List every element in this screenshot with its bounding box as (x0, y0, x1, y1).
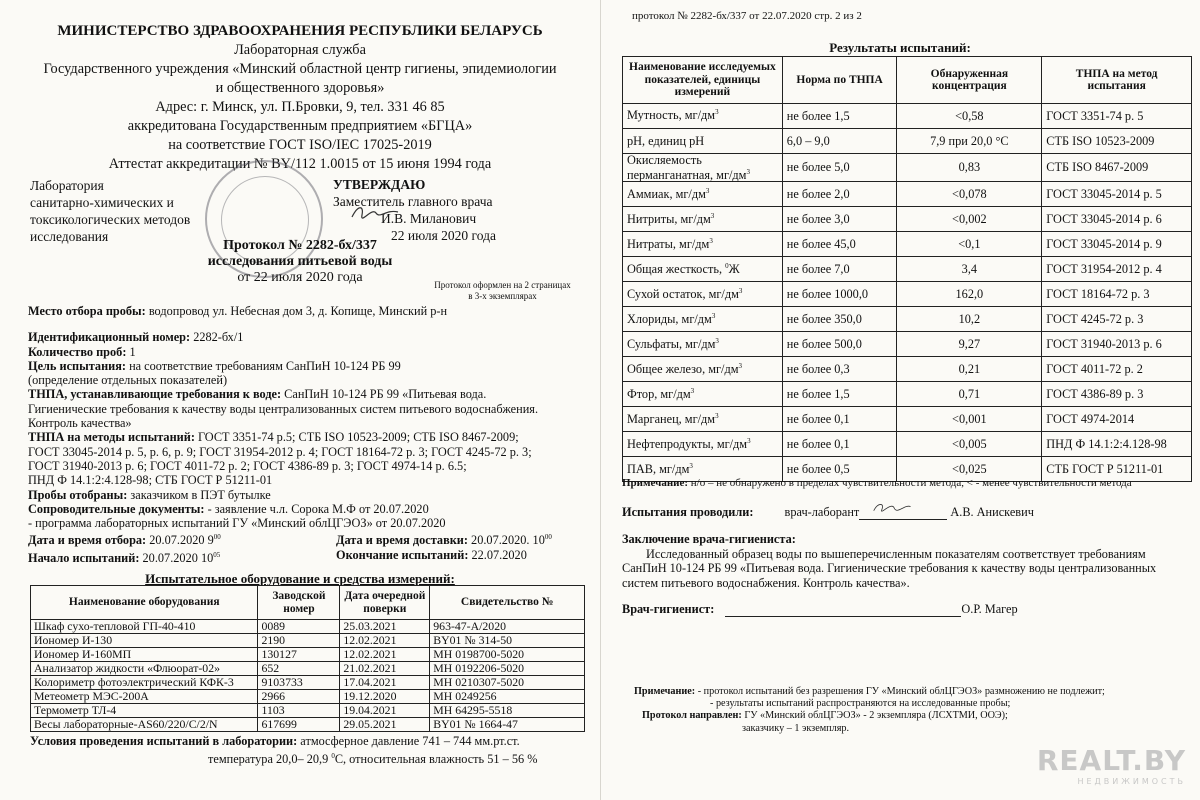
result-method: ГОСТ 4974-2014 (1042, 407, 1192, 432)
signature-line (859, 508, 947, 520)
result-method: СТБ ГОСТ Р 51211-01 (1042, 457, 1192, 482)
equipment-serial: 2190 (258, 634, 340, 648)
taken-value: заказчиком в ПЭТ бутылке (127, 487, 271, 502)
watermark-main: REALT.BY (1036, 744, 1186, 777)
result-norm: не более 1,5 (782, 382, 897, 407)
conclusion-block (622, 532, 1187, 590)
result-method: ГОСТ 3351-74 р. 5 (1042, 104, 1192, 129)
taken-label: Пробы отобраны: (28, 487, 128, 502)
result-found: <0,1 (897, 232, 1042, 257)
approval-date: 22 июля 2020 года (391, 228, 496, 243)
result-norm: не более 0,1 (782, 432, 897, 457)
lab-line: санитарно-химических и (30, 195, 174, 210)
result-method: СТБ ISO 10523-2009 (1042, 129, 1192, 154)
docs-line2: - программа лабораторных испытаний ГУ «Минский облЦГЭОЗ» от 20.07.2020 (28, 516, 446, 531)
result-norm: не более 350,0 (782, 307, 897, 332)
result-indicator (623, 307, 783, 332)
table-row (31, 704, 585, 718)
unit-superscript: 3 (711, 311, 716, 320)
docs-label: Сопроводительные документы: (28, 501, 205, 516)
equipment-col-verify: Дата очередной поверки (340, 586, 430, 620)
result-norm: не более 45,0 (782, 232, 897, 257)
equipment-cert: МН 0192206-5020 (430, 662, 585, 676)
signature-line (725, 605, 961, 617)
unit-superscript: 3 (746, 168, 750, 176)
equipment-serial: 652 (258, 662, 340, 676)
result-found: 162,0 (897, 282, 1042, 307)
result-indicator (623, 332, 783, 357)
table-row (31, 634, 585, 648)
unit-superscript: 3 (689, 461, 693, 470)
conclusion-line1: Исследованный образец воды по вышеперечисленным показателям соответствует требованиям (646, 546, 1146, 561)
approval-name: И.В. Миланович (381, 211, 477, 226)
unit-superscript: 3 (690, 386, 695, 395)
results-col-method: ТНПА на метод испытания (1042, 57, 1192, 104)
equipment-cert: BY01 № 1664-47 (430, 718, 585, 732)
table-row (623, 129, 1192, 154)
result-found: <0,58 (897, 104, 1042, 129)
indicator-name: Общая жесткость, (627, 261, 726, 276)
result-method: ГОСТ 4386-89 р. 3 (1042, 382, 1192, 407)
indicator-name: Нитраты, мг/дм (627, 236, 710, 251)
conclusion-label: Заключение врача-гигиениста: (622, 532, 796, 546)
equipment-serial: 2966 (258, 690, 340, 704)
table-row (623, 307, 1192, 332)
tnpa-label: ТНПА, устанавливающие требования к воде: (28, 387, 282, 402)
unit-superscript: 3 (705, 186, 710, 195)
conclusion-line2: СанПиН 10-124 РБ 99 «Питьевая вода. Гигиенические требования к качеству воды централизованных (622, 561, 1157, 576)
equipment-col-name: Наименование оборудования (31, 586, 258, 620)
note-text: н/о – не обнаружено в пределах чувствительности метода, < - менее чувствительности метода (688, 477, 1132, 489)
note2-line1: - протокол испытаний без разрешения ГУ «Минский облЦГЭОЗ» размножению не подлежит; (695, 686, 1105, 697)
equipment-table (30, 585, 585, 732)
result-found: 10,2 (897, 307, 1042, 332)
conducted-by (622, 505, 1192, 520)
page2-header: протокол № 2282-бх/337 от 22.07.2020 стр. 2 из 2 (632, 10, 862, 22)
sampled-value: 20.07.2020 9 (146, 533, 214, 548)
indicator-name: Окисляемость перманганатная, мг/дм (627, 153, 747, 183)
goal-note: (определение отдельных показателей) (28, 373, 228, 388)
equipment-verify-date: 29.05.2021 (340, 718, 430, 732)
result-norm: не более 3,0 (782, 207, 897, 232)
equipment-header-row (31, 586, 585, 620)
result-found: 0,83 (897, 154, 1042, 182)
indicator-name: Фтор, мг/дм (627, 386, 691, 401)
equipment-cert: 963-47-А/2020 (430, 620, 585, 634)
equipment-name: Шкаф сухо-тепловой ГП-40-410 (31, 620, 258, 634)
methods-line1: ГОСТ 3351-74 р.5; СТБ ISO 10523-2009; СТБ ISO 8467-2009; (194, 430, 519, 445)
result-method: ГОСТ 31954-2012 р. 4 (1042, 257, 1192, 282)
equipment-cert: МН 0249256 (430, 690, 585, 704)
equipment-cert: МН 0198700-5020 (430, 648, 585, 662)
unit-superscript: 0 (725, 261, 729, 270)
result-found: <0,002 (897, 207, 1042, 232)
sent-line2: заказчику – 1 экземпляр. (742, 722, 850, 734)
sent-label: Протокол направлен: (642, 710, 742, 722)
goal-label: Цель испытания: (28, 358, 126, 373)
table-row (31, 676, 585, 690)
unit-superscript: 3 (715, 336, 719, 345)
equipment-verify-date: 21.02.2021 (340, 662, 430, 676)
conclusion-line3: систем питьевого водоснабжения. Контроль качества». (622, 575, 910, 590)
result-norm: не более 500,0 (782, 332, 897, 357)
results-col-norm: Норма по ТНПА (782, 57, 897, 104)
protocol-subject: исследования питьевой воды (207, 254, 393, 269)
sent-line1: ГУ «Минский облЦГЭОЗ» - 2 экземпляра (ЛСХТМИ, ООЭ); (741, 710, 1008, 722)
result-indicator (623, 357, 783, 382)
conducted-label: Испытания проводили: (622, 505, 754, 519)
unit-superscript: 3 (709, 236, 713, 245)
table-row (623, 332, 1192, 357)
results-col-found: Обнаруженная концентрация (897, 57, 1042, 104)
result-found: 9,27 (897, 332, 1042, 357)
conditions-pressure: атмосферное давление 741 – 744 мм.рт.ст. (297, 734, 520, 748)
unit-suffix: Ж (728, 261, 740, 276)
unit-superscript: 3 (747, 436, 751, 445)
equipment-title: Испытательное оборудование и средства измерений: (145, 571, 455, 586)
results-col-name: Наименование исследуемых показателей, единицы измерений (623, 57, 783, 104)
equipment-name: Колориметр фотоэлектрический КФК-3 (31, 676, 258, 690)
indicator-name: Марганец, мг/дм (627, 411, 716, 426)
indicator-name: Мутность, мг/дм (627, 108, 716, 123)
result-norm: не более 7,0 (782, 257, 897, 282)
approval-title: УТВЕРЖДАЮ (333, 177, 426, 192)
footer-notes (622, 686, 1192, 735)
results-header-row (623, 57, 1192, 104)
watermark-logo (1037, 744, 1186, 786)
indicator-name: рН, единиц рН (627, 133, 705, 148)
accreditation-line1: аккредитована Государственным предприятием «БГЦА» (127, 118, 473, 134)
service-name: Лабораторная служба (234, 42, 366, 58)
start-value: 20.07.2020 10 (139, 550, 214, 565)
results-table (622, 56, 1192, 482)
delivered-value: 20.07.2020. 10 (467, 533, 545, 548)
table-row (623, 104, 1192, 129)
equipment-serial: 1103 (258, 704, 340, 718)
table-row (623, 382, 1192, 407)
lab-conditions (30, 734, 590, 767)
table-row (623, 432, 1192, 457)
equipment-cert: BY01 № 314-50 (430, 634, 585, 648)
table-row (623, 207, 1192, 232)
start-label: Начало испытаний: (28, 550, 140, 565)
result-norm: 6,0 – 9,0 (782, 129, 897, 154)
unit-superscript: 3 (710, 211, 715, 220)
equipment-verify-date: 19.04.2021 (340, 704, 430, 718)
result-found: 7,9 при 20,0 °С (897, 129, 1042, 154)
docs-line1: - заявление ч.л. Сорока М.Ф от 20.07.2020 (204, 501, 429, 516)
laboratory-name (30, 177, 220, 245)
result-norm: не более 2,0 (782, 182, 897, 207)
indicator-name: Общее железо, мг/дм (627, 361, 739, 376)
protocol-sheets-note (420, 280, 585, 302)
result-indicator (623, 282, 783, 307)
lab-line: Лаборатория (30, 178, 104, 193)
methods-line2: ГОСТ 33045-2014 р. 5, р. 6, р. 9; ГОСТ 31954-2012 р. 4; ГОСТ 18164-72 р. 3; ГОСТ 4245-72 р. 3; (28, 444, 532, 459)
result-indicator (623, 232, 783, 257)
methods-line4: ПНД Ф 14.1:2:4.128-98; СТБ ГОСТ Р 51211-01 (28, 473, 273, 488)
unit-superscript: 3 (738, 286, 743, 295)
indicator-name: Нефтепродукты, мг/дм (627, 436, 748, 451)
equipment-cert: МН 64295-5518 (430, 704, 585, 718)
equipment-name: Иономер И-160МП (31, 648, 258, 662)
conditions-label: Условия проведения испытаний в лаборатории: (30, 734, 298, 748)
tnpa-value: СанПиН 10-124 РБ 99 «Питьевая вода. (281, 387, 487, 402)
result-found: 0,71 (897, 382, 1042, 407)
protocol-number: Протокол № 2282-бх/337 (223, 238, 377, 253)
equipment-serial: 9103733 (258, 676, 340, 690)
equipment-serial: 130127 (258, 648, 340, 662)
equipment-verify-date: 25.03.2021 (340, 620, 430, 634)
conducted-name: А.В. Анискевич (950, 505, 1034, 519)
result-method: ПНД Ф 14.1:2:4.128-98 (1042, 432, 1192, 457)
equipment-verify-date: 12.02.2021 (340, 648, 430, 662)
signature-icon (350, 203, 400, 221)
unit-superscript: 3 (738, 361, 742, 370)
result-norm: не более 1000,0 (782, 282, 897, 307)
result-indicator (623, 104, 783, 129)
sampled-minutes: 00 (213, 533, 221, 542)
result-found: <0,078 (897, 182, 1042, 207)
result-method: ГОСТ 33045-2014 р. 9 (1042, 232, 1192, 257)
equipment-name: Метеометр МЭС-200А (31, 690, 258, 704)
result-found: <0,001 (897, 407, 1042, 432)
count-value: 1 (126, 344, 136, 359)
result-method: ГОСТ 31940-2013 р. 6 (1042, 332, 1192, 357)
conditions-humidity: С, относительная влажность 51 – 56 % (334, 752, 538, 767)
sheets-line: Протокол оформлен на 2 страницах (434, 280, 571, 290)
approval-position: Заместитель главного врача (333, 194, 493, 209)
note2-label: Примечание: (634, 686, 696, 697)
result-norm: не более 0,3 (782, 357, 897, 382)
result-norm: не более 1,5 (782, 104, 897, 129)
conducted-position: врач-лаборант (784, 505, 860, 519)
accreditation-attestat: Аттестат аккредитации № BY/112 1.0015 от 15 июня 1994 года (108, 156, 492, 172)
result-indicator (623, 407, 783, 432)
end-label: Окончание испытаний: (336, 547, 469, 562)
methods-label: ТНПА на методы испытаний: (28, 430, 195, 445)
sample-place-label: Место отбора пробы: (28, 304, 146, 318)
table-row (623, 282, 1192, 307)
result-found: <0,025 (897, 457, 1042, 482)
indicator-name: Хлориды, мг/дм (627, 311, 712, 326)
tnpa-line3: Контроль качества» (28, 416, 132, 431)
equipment-name: Термометр ТЛ-4 (31, 704, 258, 718)
result-indicator (623, 382, 783, 407)
indicator-name: Сухой остаток, мг/дм (627, 286, 739, 301)
degree-sign: 0 (331, 752, 335, 760)
lab-line: токсикологических методов (30, 212, 191, 227)
equipment-serial: 617699 (258, 718, 340, 732)
delivered-minutes: 00 (544, 533, 552, 542)
table-row (31, 718, 585, 732)
result-found: <0,005 (897, 432, 1042, 457)
lab-line: исследования (30, 229, 109, 244)
sampled-label: Дата и время отбора: (28, 533, 147, 548)
result-indicator (623, 432, 783, 457)
doctor-label: Врач-гигиенист: (622, 602, 715, 616)
table-row (31, 620, 585, 634)
note2-line2: - результаты испытаний распространяются на исследованные пробы; (710, 698, 1011, 710)
doctor-name: О.Р. Магер (961, 602, 1018, 616)
result-found: 3,4 (897, 257, 1042, 282)
equipment-name: Иономер И-130 (31, 634, 258, 648)
sample-place: водопровод ул. Небесная дом 3, д. Копище, Минский р-н (145, 304, 448, 318)
result-method: ГОСТ 33045-2014 р. 5 (1042, 182, 1192, 207)
result-norm: не более 5,0 (782, 154, 897, 182)
result-method: СТБ ISO 8467-2009 (1042, 154, 1192, 182)
result-indicator (623, 257, 783, 282)
equipment-verify-date: 12.02.2021 (340, 634, 430, 648)
institution-name-line1: Государственного учреждения «Минский областной центр гигиены, эпидемиологии (43, 61, 557, 77)
result-indicator (623, 182, 783, 207)
count-label: Количество проб: (28, 344, 127, 359)
accreditation-line2: на соответствие ГОСТ ISO/IEC 17025-2019 (168, 137, 432, 153)
start-minutes: 05 (213, 550, 221, 559)
table-row (623, 357, 1192, 382)
table-row (31, 662, 585, 676)
signature-icon (871, 498, 931, 518)
protocol-date: от 22 июля 2020 года (237, 270, 363, 285)
indicator-name: Аммиак, мг/дм (627, 186, 706, 201)
goal-value: на соответствие требованиям СанПиН 10-124 РБ 99 (126, 358, 401, 373)
results-note (622, 477, 1192, 489)
unit-superscript: 3 (715, 108, 719, 117)
conditions-temp: температура 20,0– 20,9 (208, 752, 332, 767)
result-norm: не более 0,5 (782, 457, 897, 482)
table-row (623, 407, 1192, 432)
result-indicator (623, 129, 783, 154)
equipment-name: Анализатор жидкости «Флюорат-02» (31, 662, 258, 676)
watermark-sub: НЕДВИЖИМОСТЬ (1077, 777, 1186, 786)
table-row (623, 232, 1192, 257)
sample-info (28, 304, 588, 565)
table-row (623, 257, 1192, 282)
equipment-col-cert: Свидетельство № (430, 586, 585, 620)
table-row (623, 182, 1192, 207)
result-method: ГОСТ 18164-72 р. 3 (1042, 282, 1192, 307)
equipment-cert: МН 0210307-5020 (430, 676, 585, 690)
results-title: Результаты испытаний: (829, 40, 971, 55)
indicator-name: Нитриты, мг/дм (627, 211, 711, 226)
result-norm: не более 0,1 (782, 407, 897, 432)
id-label: Идентификационный номер: (28, 330, 191, 345)
result-method: ГОСТ 4245-72 р. 3 (1042, 307, 1192, 332)
delivered-label: Дата и время доставки: (336, 533, 468, 548)
ministry-title: МИНИСТЕРСТВО ЗДРАВООХРАНЕНИЯ РЕСПУБЛИКИ БЕЛАРУСЬ (57, 23, 543, 39)
result-method: ГОСТ 4011-72 р. 2 (1042, 357, 1192, 382)
tnpa-line2: Гигиенические требования к качеству воды централизованных систем питьевого водоснабжения. (28, 401, 539, 416)
id-value: 2282-бх/1 (190, 330, 244, 345)
note-label: Примечание: (622, 477, 689, 489)
indicator-name: ПАВ, мг/дм (627, 461, 690, 476)
institution-name-line2: и общественного здоровья» (215, 80, 385, 96)
equipment-col-serial: Заводской номер (258, 586, 340, 620)
equipment-verify-date: 19.12.2020 (340, 690, 430, 704)
hygienist-sign (622, 602, 1192, 617)
table-row (31, 648, 585, 662)
result-indicator (623, 154, 783, 182)
institution-header (20, 22, 580, 174)
methods-line3: ГОСТ 31940-2013 р. 6; ГОСТ 4011-72 р. 2; ГОСТ 4386-89 р. 3; ГОСТ 4974-14 р. 6.5; (28, 458, 467, 473)
result-found: 0,21 (897, 357, 1042, 382)
result-method: ГОСТ 33045-2014 р. 6 (1042, 207, 1192, 232)
equipment-name: Весы лабораторные-AS60/220/C/2/N (31, 718, 258, 732)
table-row (623, 154, 1192, 182)
unit-superscript: 3 (715, 411, 719, 420)
end-value: 22.07.2020 (468, 547, 527, 562)
indicator-name: Сульфаты, мг/дм (627, 336, 716, 351)
protocol-title-block (120, 238, 480, 286)
institution-address: Адрес: г. Минск, ул. П.Бровки, 9, тел. 331 46 85 (155, 99, 445, 115)
table-row (31, 690, 585, 704)
result-indicator (623, 207, 783, 232)
copies-line: в 3-х экземплярах (468, 291, 537, 301)
equipment-verify-date: 17.04.2021 (340, 676, 430, 690)
equipment-serial: 0089 (258, 620, 340, 634)
